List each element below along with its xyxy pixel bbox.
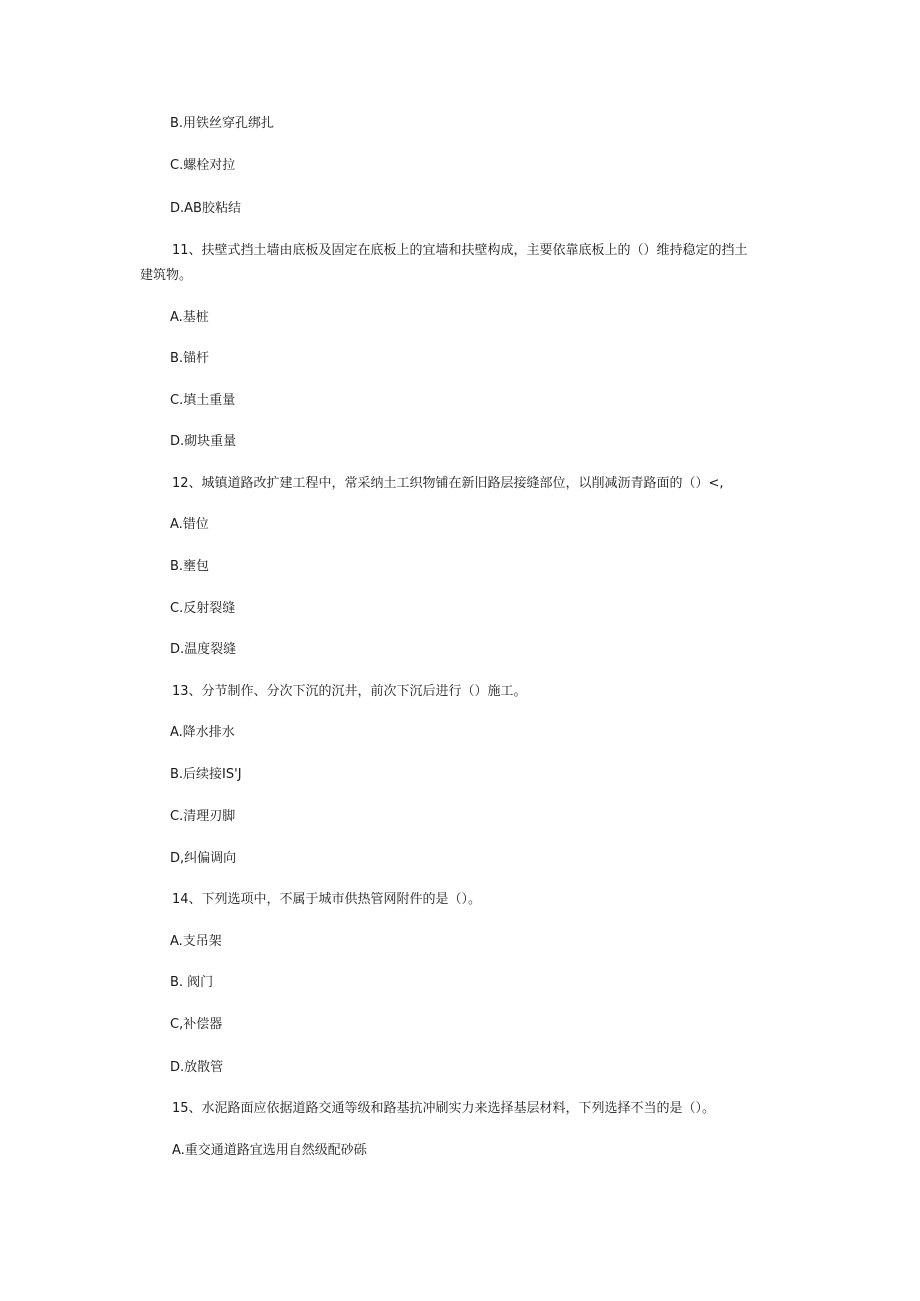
option-c-q14: C,补偿器 (170, 1017, 223, 1032)
option-a-q13: A.降水排水 (170, 725, 235, 740)
option-c-q13: C.清理刃脚 (170, 809, 236, 824)
option-c-q11: C.填土重量 (170, 393, 236, 408)
option-b-q11: B.锚杆 (170, 351, 210, 366)
question-12: 12、城镇道路改扩建工程中，常采纳土工织物铺在新旧路层接缝部位，以削减沥青路面的（）<, (172, 476, 724, 491)
option-a-q11: A.基桩 (170, 310, 209, 325)
question-14: 14、下列选项中，不属于城市供热管网附件的是（）。 (172, 892, 482, 907)
option-c-q12: C.反射裂缝 (170, 601, 236, 616)
option-b-q10: B.用铁丝穿孔绑扎 (170, 116, 275, 131)
option-c-q10: C.螺栓对拉 (170, 158, 236, 173)
option-d-q10: D.AB胶粘结 (170, 201, 241, 216)
option-d-q12: D.温度裂缝 (170, 642, 237, 657)
question-11-continued: 建筑物。 (140, 268, 193, 283)
option-d-q14: D.放散管 (170, 1060, 224, 1075)
option-a-q14: A.支吊架 (170, 934, 222, 949)
question-13: 13、分节制作、分次下沉的沉井，前次下沉后进行（）施工。 (172, 684, 527, 699)
option-b-q12: B.壅包 (170, 559, 210, 574)
option-d-q13: D,纠偏调向 (170, 851, 237, 866)
option-b-q14: B. 阀门 (170, 975, 214, 990)
question-15: 15、水泥路面应依据道路交通等级和路基抗冲刷实力来选择基层材料，下列选择不当的是（）。 (172, 1101, 716, 1116)
option-a-q15: A.重交通道路宜选用自然级配砂砾 (172, 1143, 367, 1158)
option-d-q11: D.砌块重量 (170, 434, 237, 449)
option-b-q13: B.后续接IS'J (170, 767, 242, 782)
option-a-q12: A.错位 (170, 517, 209, 532)
question-11: 11、扶壁式挡土墙由底板及固定在底板上的宜墙和扶壁构成，主要依靠底板上的（）维持稳定的挡土 (172, 243, 748, 258)
